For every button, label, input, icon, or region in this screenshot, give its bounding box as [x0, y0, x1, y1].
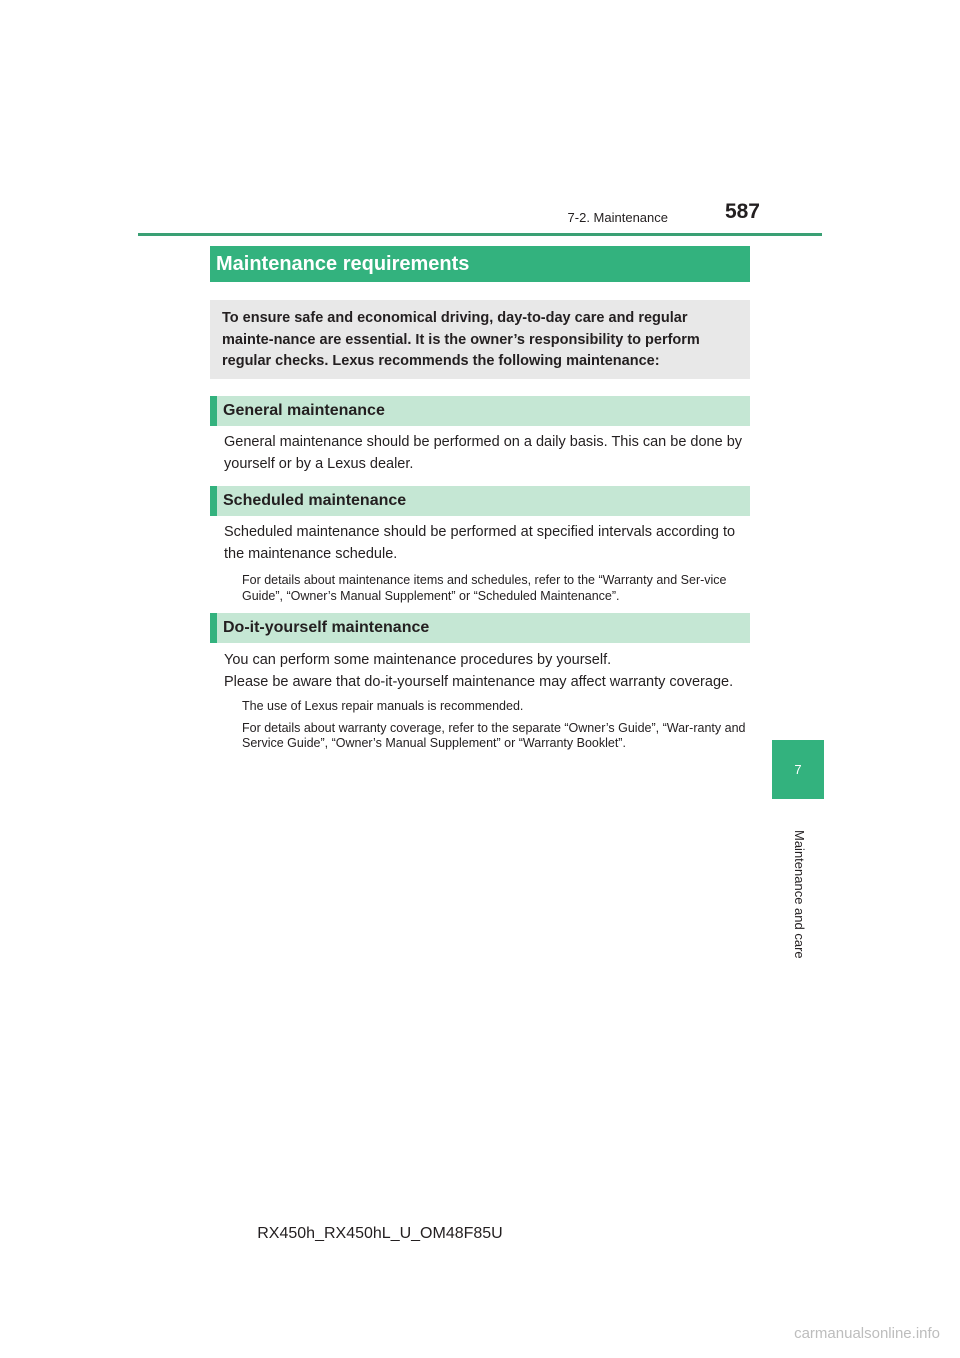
section-body-general: [224, 431, 750, 475]
body-paragraph: General maintenance should be performed on a daily basis. This can be done by yourself or by a Lexus dealer.: [224, 434, 743, 472]
header-rule: [138, 233, 822, 236]
chapter-tab: 7: [772, 740, 824, 799]
section-body-diy: [224, 649, 750, 693]
page-title: Maintenance requirements: [210, 246, 750, 282]
section-note-scheduled: [242, 573, 750, 604]
section-body-scheduled: [224, 521, 750, 565]
intro-box: [210, 300, 750, 379]
body-paragraph: You can perform some maintenance procedures by yourself.: [224, 652, 612, 668]
page-number: 587: [724, 200, 760, 223]
section-heading-diy: Do-it-yourself maintenance: [210, 613, 750, 643]
note-paragraph: For details about maintenance items and schedules, refer to the “Warranty and Ser-vice Guide”, “Owner’s Manual Supplement” or “Scheduled Maintenance”.: [242, 573, 727, 603]
intro-text: To ensure safe and economical driving, day-to-day care and regular mainte-nance are essential. It is the owner’s responsibility to perform regular checks. Lexus recommends the following maintenance:: [222, 310, 700, 369]
body-paragraph: Please be aware that do-it-yourself maintenance may affect warranty coverage.: [224, 674, 734, 690]
body-paragraph: Scheduled maintenance should be performed at specified intervals according to the maintenance schedule.: [224, 524, 736, 562]
watermark: carmanualsonline.info: [794, 1325, 940, 1342]
section-heading-scheduled: Scheduled maintenance: [210, 486, 750, 516]
document-code: RX450h_RX450hL_U_OM48F85U: [257, 1225, 503, 1242]
section-heading-general: General maintenance: [210, 396, 750, 426]
note-paragraph: The use of Lexus repair manuals is recommended.: [242, 699, 524, 713]
note-paragraph: For details about warranty coverage, refer to the separate “Owner’s Guide”, “War-ranty and Service Guide”, “Owner’s Manual Supplement” or “Warranty Booklet”.: [242, 720, 746, 750]
header-section-title: 7-2. Maintenance: [567, 210, 668, 225]
section-note-diy: [242, 699, 750, 752]
chapter-tab-label: Maintenance and care: [792, 830, 807, 959]
